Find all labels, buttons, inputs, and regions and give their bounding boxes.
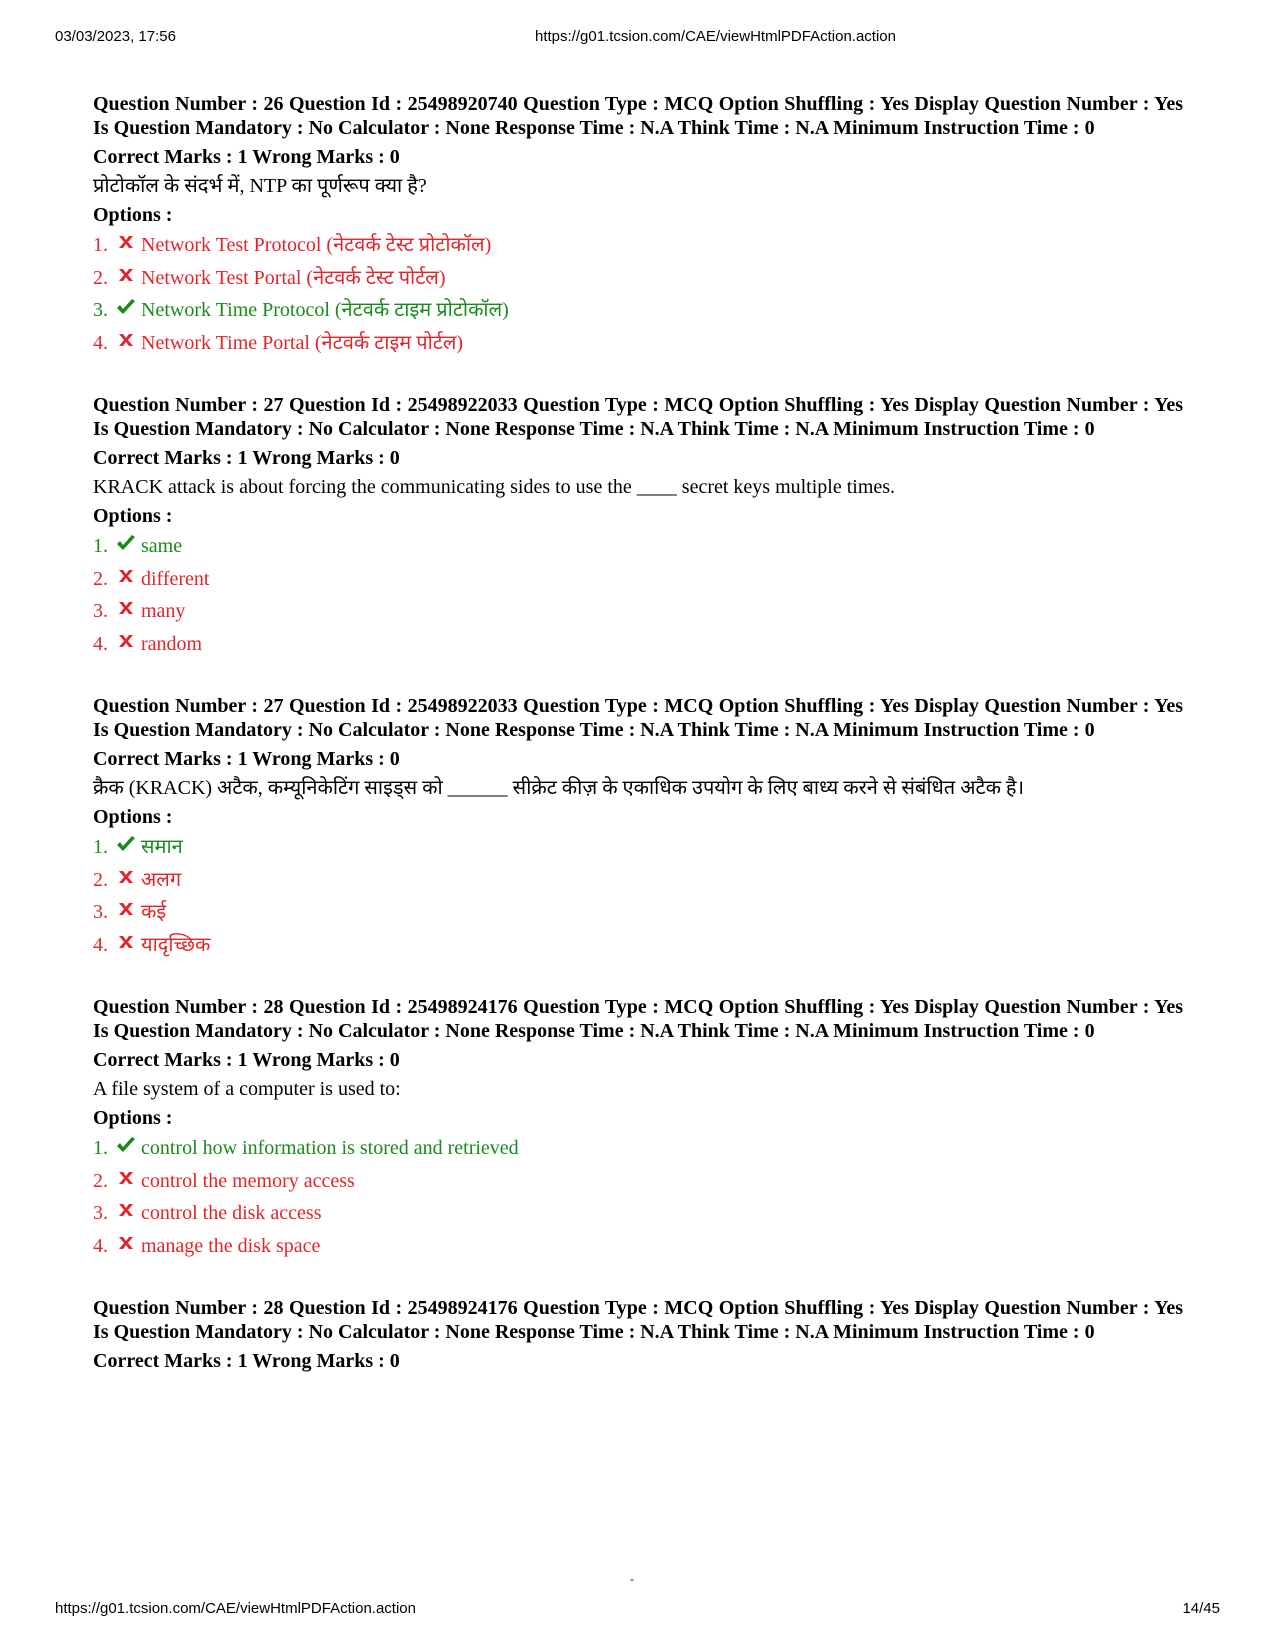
print-header-url[interactable]: https://g01.tcsion.com/CAE/viewHtmlPDFAction.action bbox=[535, 28, 896, 45]
option-number: 1. bbox=[93, 1137, 108, 1159]
option-number: 2. bbox=[93, 1169, 108, 1192]
option-text: control the disk access bbox=[141, 1202, 322, 1224]
option-number: 4. bbox=[93, 933, 108, 956]
question-block bbox=[93, 694, 1183, 961]
options-label: Options : bbox=[93, 1107, 173, 1129]
check-icon bbox=[115, 833, 137, 853]
option-item bbox=[93, 229, 1183, 262]
option-number: 3. bbox=[93, 1202, 108, 1224]
question-text: क्रैक (KRACK) अटैक, कम्यूनिकेटिंग साइड्स को ______ सीक्रेट कीज़ के एकाधिक उपयोग के लिए बाध्य करने से संबंधित अटैक है। bbox=[93, 777, 1025, 799]
option-number: 2. bbox=[93, 567, 108, 590]
option-text: different bbox=[141, 567, 210, 590]
option-text: कई bbox=[141, 901, 167, 923]
option-number: 3. bbox=[93, 299, 108, 321]
option-number: 2. bbox=[93, 868, 108, 891]
question-marks: Correct Marks : 1 Wrong Marks : 0 bbox=[93, 1350, 400, 1372]
cross-icon bbox=[115, 597, 137, 617]
option-number: 1. bbox=[93, 535, 108, 557]
question-meta: Question Number : 28 Question Id : 25498924176 Question Type : MCQ Option Shuffling : Yes Display Question Number : Yes Is Question Mandatory : No Calculator : None Response Time : N.A Think Time : N.A Minimum Instruction Time : 0 bbox=[93, 1297, 1183, 1343]
option-item bbox=[93, 563, 1183, 596]
question-marks: Correct Marks : 1 Wrong Marks : 0 bbox=[93, 447, 400, 469]
option-item bbox=[93, 530, 1183, 563]
option-item bbox=[93, 864, 1183, 897]
cross-icon bbox=[115, 329, 137, 349]
option-number: 4. bbox=[93, 632, 108, 655]
option-number: 1. bbox=[93, 234, 108, 256]
check-icon bbox=[115, 1134, 137, 1154]
option-item bbox=[93, 929, 1183, 962]
option-number: 1. bbox=[93, 836, 108, 858]
print-footer bbox=[55, 1600, 1220, 1624]
cross-icon bbox=[115, 1199, 137, 1219]
option-item bbox=[93, 595, 1183, 628]
question-marks: Correct Marks : 1 Wrong Marks : 0 bbox=[93, 748, 400, 770]
option-text: Network Test Portal (नेटवर्क टेस्ट पोर्टल) bbox=[141, 266, 446, 289]
question-block bbox=[93, 92, 1183, 359]
question-text: A file system of a computer is used to: bbox=[93, 1078, 401, 1100]
question-marks: Correct Marks : 1 Wrong Marks : 0 bbox=[93, 1049, 400, 1071]
option-item bbox=[93, 1230, 1183, 1263]
option-item bbox=[93, 831, 1183, 864]
check-icon bbox=[115, 532, 137, 552]
question-block bbox=[93, 1296, 1183, 1373]
question-block bbox=[93, 393, 1183, 660]
cross-icon bbox=[115, 931, 137, 951]
option-text: random bbox=[141, 632, 203, 655]
option-text: समान bbox=[141, 836, 183, 858]
option-number: 3. bbox=[93, 901, 108, 923]
option-item bbox=[93, 1197, 1183, 1230]
option-number: 4. bbox=[93, 331, 108, 354]
question-block bbox=[93, 995, 1183, 1262]
question-marks: Correct Marks : 1 Wrong Marks : 0 bbox=[93, 146, 400, 168]
option-text: manage the disk space bbox=[141, 1234, 321, 1257]
options-label: Options : bbox=[93, 204, 173, 226]
option-text: many bbox=[141, 600, 186, 622]
option-text: same bbox=[141, 535, 183, 557]
option-item bbox=[93, 327, 1183, 360]
cross-icon bbox=[115, 231, 137, 251]
cross-icon bbox=[115, 866, 137, 886]
print-datetime: 03/03/2023, 17:56 bbox=[55, 28, 176, 45]
option-number: 3. bbox=[93, 600, 108, 622]
options-label: Options : bbox=[93, 505, 173, 527]
option-text: यादृच्छिक bbox=[141, 933, 211, 956]
option-text: control how information is stored and retrieved bbox=[141, 1137, 519, 1159]
question-text: प्रोटोकॉल के संदर्भ में, NTP का पूर्णरूप क्या है? bbox=[93, 175, 427, 197]
option-number: 2. bbox=[93, 266, 108, 289]
page-break-mark: - bbox=[630, 1572, 634, 1586]
option-item bbox=[93, 1132, 1183, 1165]
cross-icon bbox=[115, 1167, 137, 1187]
question-text: KRACK attack is about forcing the communicating sides to use the ____ secret keys multiple times. bbox=[93, 476, 896, 498]
option-text: Network Time Portal (नेटवर्क टाइम पोर्टल) bbox=[141, 331, 464, 354]
cross-icon bbox=[115, 630, 137, 650]
question-paper bbox=[93, 92, 1183, 1407]
check-icon bbox=[115, 296, 137, 316]
print-header bbox=[55, 28, 1220, 52]
question-meta: Question Number : 27 Question Id : 25498922033 Question Type : MCQ Option Shuffling : Yes Display Question Number : Yes Is Question Mandatory : No Calculator : None Response Time : N.A Think Time : N.A Minimum Instruction Time : 0 bbox=[93, 695, 1183, 741]
option-text: Network Test Protocol (नेटवर्क टेस्ट प्रोटोकॉल) bbox=[141, 234, 492, 256]
option-item bbox=[93, 262, 1183, 295]
option-text: Network Time Protocol (नेटवर्क टाइम प्रोटोकॉल) bbox=[141, 299, 509, 321]
option-item bbox=[93, 294, 1183, 327]
cross-icon bbox=[115, 898, 137, 918]
question-meta: Question Number : 26 Question Id : 25498920740 Question Type : MCQ Option Shuffling : Yes Display Question Number : Yes Is Question Mandatory : No Calculator : None Response Time : N.A Think Time : N.A Minimum Instruction Time : 0 bbox=[93, 93, 1183, 139]
option-text: control the memory access bbox=[141, 1169, 355, 1192]
print-footer-url[interactable]: https://g01.tcsion.com/CAE/viewHtmlPDFAction.action bbox=[55, 1600, 416, 1617]
option-number: 4. bbox=[93, 1234, 108, 1257]
cross-icon bbox=[115, 264, 137, 284]
option-item bbox=[93, 628, 1183, 661]
page-number: 14/45 bbox=[1182, 1600, 1220, 1617]
option-item bbox=[93, 896, 1183, 929]
question-meta: Question Number : 27 Question Id : 25498922033 Question Type : MCQ Option Shuffling : Yes Display Question Number : Yes Is Question Mandatory : No Calculator : None Response Time : N.A Think Time : N.A Minimum Instruction Time : 0 bbox=[93, 394, 1183, 440]
option-text: अलग bbox=[141, 868, 182, 891]
cross-icon bbox=[115, 1232, 137, 1252]
option-item bbox=[93, 1165, 1183, 1198]
options-label: Options : bbox=[93, 806, 173, 828]
question-meta: Question Number : 28 Question Id : 25498924176 Question Type : MCQ Option Shuffling : Yes Display Question Number : Yes Is Question Mandatory : No Calculator : None Response Time : N.A Think Time : N.A Minimum Instruction Time : 0 bbox=[93, 996, 1183, 1042]
cross-icon bbox=[115, 565, 137, 585]
